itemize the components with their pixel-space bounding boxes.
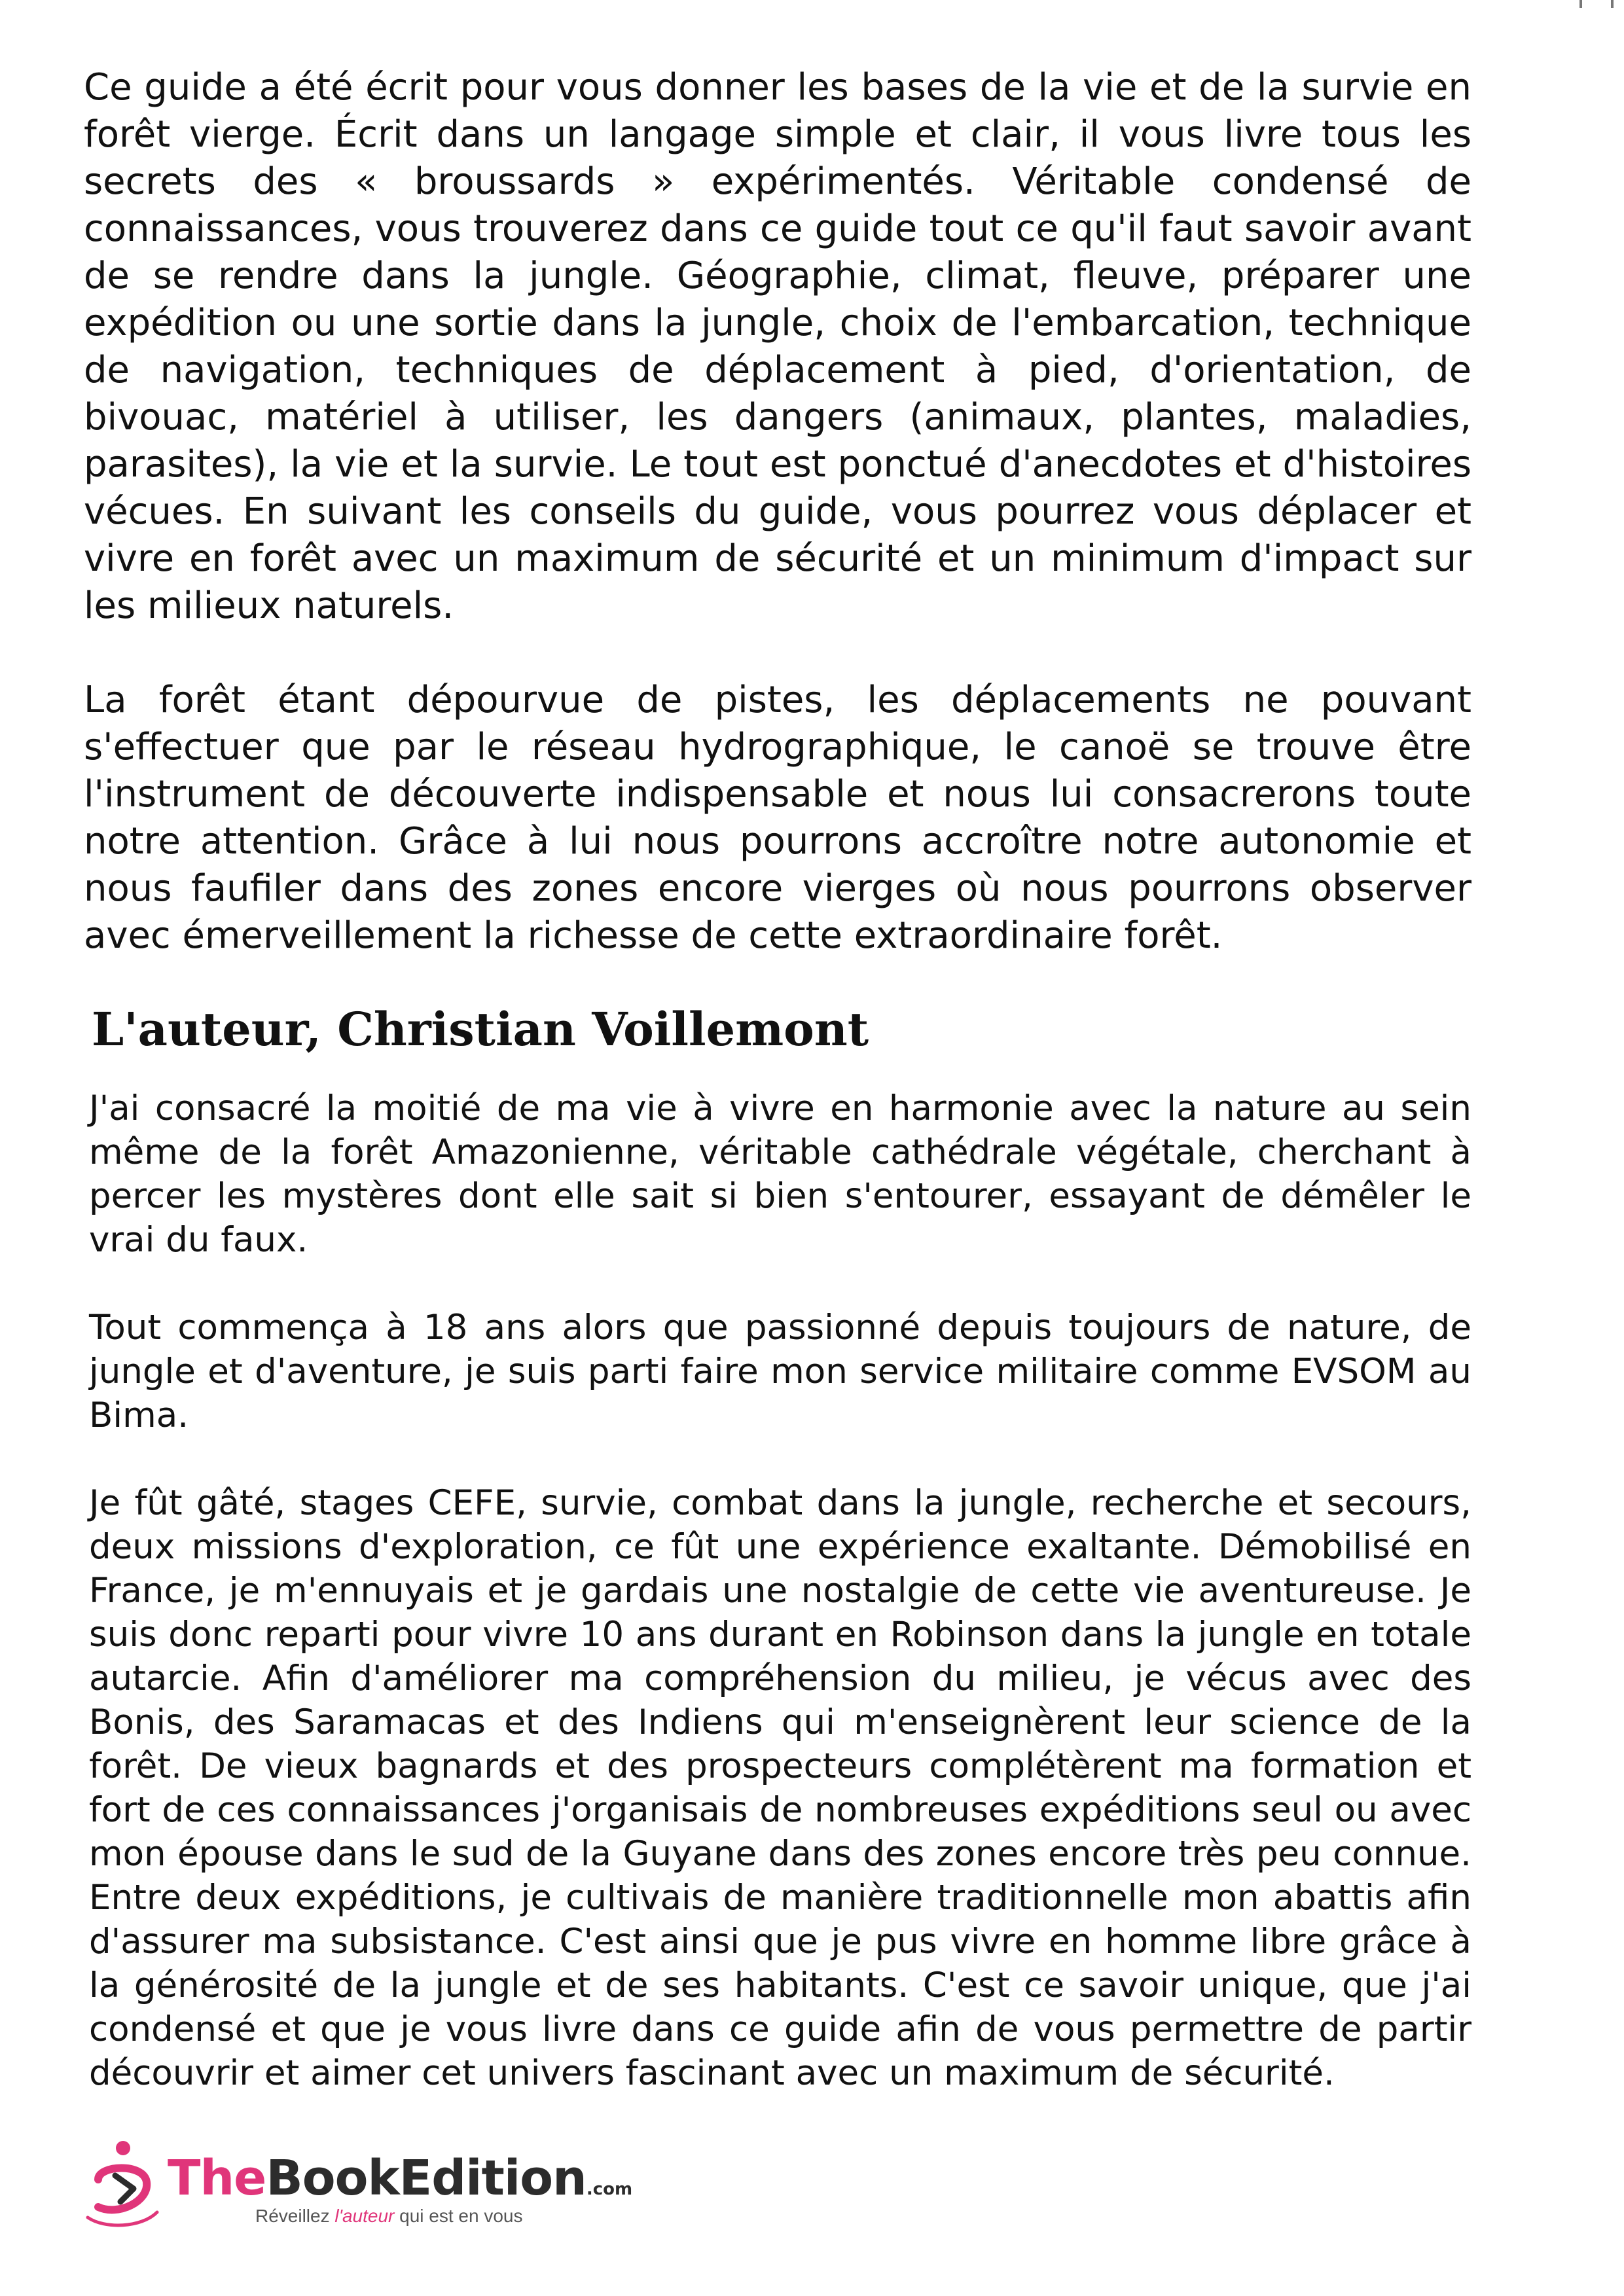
tagline-end: qui est en vous — [394, 2206, 523, 2226]
logo-dotcom: .com — [586, 2179, 633, 2199]
intro-paragraph-1: Ce guide a été écrit pour vous donner les bases de la vie et de la survie en forêt vierge. Écrit dans un langage simple et clair, il vous livre tous les secrets des « broussards » expérimentés. Véritable condensé de connaissances, vous trouverez dans ce guide tout ce qu'il faut savoir avant de se rendre dans la jungle. Géographie, climat, fleuve, préparer une expédition ou une sortie dans la jungle, choix de l'embarcation, technique de navigation, techniques de déplacement à pied, d'orientation, de bivouac, matériel à utiliser, les dangers (animaux, plantes, maladies, parasites), la vie et la survie. Le tout est ponctué d'anecdotes et d'histoires vécues. En suivant les conseils du guide, vous pourrez vous déplacer et vivre en forêt avec un maximum de sécurité et un minimum d'impact sur les milieux naturels. — [84, 66, 1471, 627]
tagline-accent: l'auteur — [334, 2206, 395, 2226]
logo-tagline — [255, 2206, 522, 2227]
intro-paragraph-2: La forêt étant dépourvue de pistes, les déplacements ne pouvant s'effectuer que par le réseau hydrographique, le canoë se trouve être l'instrument de découverte indispensable et nous lui consacrerons toute notre attention. Grâce à lui nous pourrons accroître notre autonomie et nous faufiler dans des zones encore vierges où nous pourrons observer avec émerveillement la richesse de cette extraordinaire forêt. — [84, 679, 1471, 957]
author-paragraph-1: J'ai consacré la moitié de ma vie à vivre en harmonie avec la nature au sein même de la forêt Amazonienne, véritable cathédrale végétale, cherchant à percer les mystères dont elle sait si bien s'entourer, essayant de démêler le vrai du faux. — [89, 1088, 1471, 1260]
author-heading: L'auteur, Christian Voillemont — [92, 1002, 869, 1056]
logo-bookedition: BookEdition — [266, 2150, 586, 2206]
thebookedition-logo-icon — [79, 2139, 170, 2231]
author-paragraph-3: Je fût gâté, stages CEFE, survie, combat dans la jungle, recherche et secours, deux missions d'exploration, ce fût une expérience exaltante. Démobilisé en France, je m'ennuyais et je gardais une nostalgie de cette vie aventureuse. Je suis donc reparti pour vivre 10 ans durant en Robinson dans la jungle en totale autarcie. Afin d'améliorer ma compréhension du milieu, je vécus avec des Bonis, des Saramacas et des Indiens qui m'enseignèrent leur science de la forêt. De vieux bagnards et des prospecteurs complétèrent ma formation et fort de ces connaissances j'organisais de nombreuses expéditions seul ou avec mon épouse dans le sud de la Guyane dans des zones encore très peu connue. Entre deux expéditions, je cultivais de manière traditionnelle mon abattis afin d'assurer ma subsistance. C'est ainsi que je pus vivre en homme libre grâce à la générosité de la jungle et de ses habitants. C'est ce savoir unique, que j'ai condensé et que je vous livre dans ce guide afin de vous permettre de partir découvrir et aimer cet univers fascinant avec un maximum de sécurité. — [89, 1483, 1471, 2093]
logo-the: The — [168, 2150, 266, 2206]
author-paragraph-2: Tout commença à 18 ans alors que passionné depuis toujours de nature, de jungle et d'aventure, je suis parti faire mon service militaire comme EVSOM au Bima. — [89, 1308, 1471, 1435]
thebookedition-logo — [79, 2139, 633, 2237]
tagline-start: Réveillez — [255, 2206, 335, 2226]
page-corner-mark — [1578, 0, 1617, 8]
